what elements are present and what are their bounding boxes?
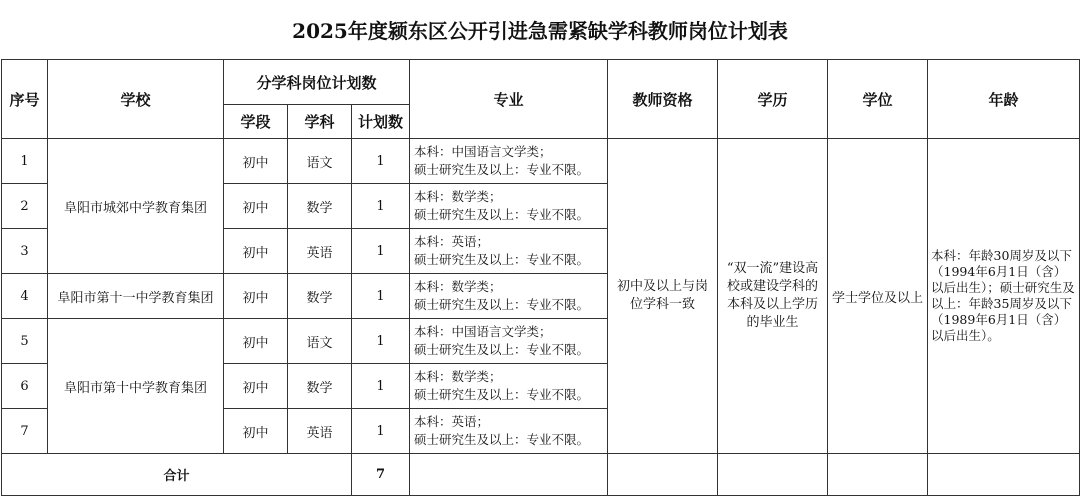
major-line: 硕士研究生及以上：专业不限。: [414, 207, 590, 222]
row-index: 5: [2, 319, 48, 364]
major-line: 硕士研究生及以上：专业不限。: [414, 432, 590, 447]
row-major: [410, 139, 608, 184]
header-school: 学校: [48, 60, 224, 139]
row-major: [410, 319, 608, 364]
row-major: [410, 229, 608, 274]
row-subject: 语文: [288, 139, 352, 184]
row-subject: 语文: [288, 319, 352, 364]
header-subject: 学科: [288, 105, 352, 139]
row-index: 7: [2, 409, 48, 454]
empty-cell: [828, 454, 928, 496]
major-line: 本科：英语；: [414, 234, 490, 249]
major-line: 本科：数学类；: [414, 369, 502, 384]
row-count: 1: [352, 139, 410, 184]
row-major: [410, 184, 608, 229]
header-major: 专业: [410, 60, 608, 139]
row-stage: 初中: [224, 409, 288, 454]
education-cell: “双一流”建设高校或建设学科的本科及以上学历的毕业生: [718, 139, 828, 454]
major-line: 硕士研究生及以上：专业不限。: [414, 162, 590, 177]
row-index: 3: [2, 229, 48, 274]
major-line: 硕士研究生及以上：专业不限。: [414, 387, 590, 402]
major-line: 硕士研究生及以上：专业不限。: [414, 297, 590, 312]
row-index: 6: [2, 364, 48, 409]
row-stage: 初中: [224, 364, 288, 409]
header-count: 计划数: [352, 105, 410, 139]
header-stage: 学段: [224, 105, 288, 139]
header-index: 序号: [2, 60, 48, 139]
row-count: 1: [352, 319, 410, 364]
page-title: 2025年度颍东区公开引进急需紧缺学科教师岗位计划表: [292, 19, 788, 43]
empty-cell: [718, 454, 828, 496]
empty-cell: [410, 454, 608, 496]
header-qualification: 教师资格: [608, 60, 718, 139]
row-major: [410, 364, 608, 409]
row-subject: 英语: [288, 409, 352, 454]
row-index: 1: [2, 139, 48, 184]
school-cell: 阜阳市第十一中学教育集团: [48, 274, 224, 319]
qualification-cell: 初中及以上与岗位学科一致: [608, 139, 718, 454]
row-stage: 初中: [224, 184, 288, 229]
major-line: 本科：数学类；: [414, 189, 502, 204]
total-label: 合计: [2, 454, 352, 496]
age-cell: 本科：年龄30周岁及以下（1994年6月1日（含）以后出生）；硕士研究生及以上：年龄35周岁及以下（1989年6月1日（含）以后出生）。: [928, 139, 1080, 454]
header-age: 年龄: [928, 60, 1080, 139]
row-stage: 初中: [224, 274, 288, 319]
row-major: [410, 274, 608, 319]
major-line: 本科：数学类；: [414, 279, 502, 294]
row-count: 1: [352, 274, 410, 319]
empty-cell: [928, 454, 1080, 496]
plan-table: [1, 59, 1080, 496]
header-plan-group: 分学科岗位计划数: [224, 60, 410, 105]
row-index: 2: [2, 184, 48, 229]
row-count: 1: [352, 364, 410, 409]
total-row: [2, 454, 1080, 496]
table-row: [2, 139, 1080, 184]
major-line: 本科：中国语言文学类；: [414, 144, 552, 159]
row-stage: 初中: [224, 319, 288, 364]
header-education: 学历: [718, 60, 828, 139]
row-subject: 数学: [288, 184, 352, 229]
school-cell: 阜阳市第十中学教育集团: [48, 319, 224, 454]
major-line: 硕士研究生及以上：专业不限。: [414, 342, 590, 357]
row-count: 1: [352, 229, 410, 274]
major-line: 硕士研究生及以上：专业不限。: [414, 252, 590, 267]
row-index: 4: [2, 274, 48, 319]
empty-cell: [608, 454, 718, 496]
header-degree: 学位: [828, 60, 928, 139]
row-subject: 英语: [288, 229, 352, 274]
row-count: 1: [352, 409, 410, 454]
row-stage: 初中: [224, 139, 288, 184]
degree-cell: 学士学位及以上: [828, 139, 928, 454]
row-subject: 数学: [288, 364, 352, 409]
total-value: 7: [352, 454, 410, 496]
school-cell: 阜阳市城郊中学教育集团: [48, 139, 224, 274]
row-stage: 初中: [224, 229, 288, 274]
major-line: 本科：英语；: [414, 414, 490, 429]
row-subject: 数学: [288, 274, 352, 319]
major-line: 本科：中国语言文学类；: [414, 324, 552, 339]
row-major: [410, 409, 608, 454]
row-count: 1: [352, 184, 410, 229]
